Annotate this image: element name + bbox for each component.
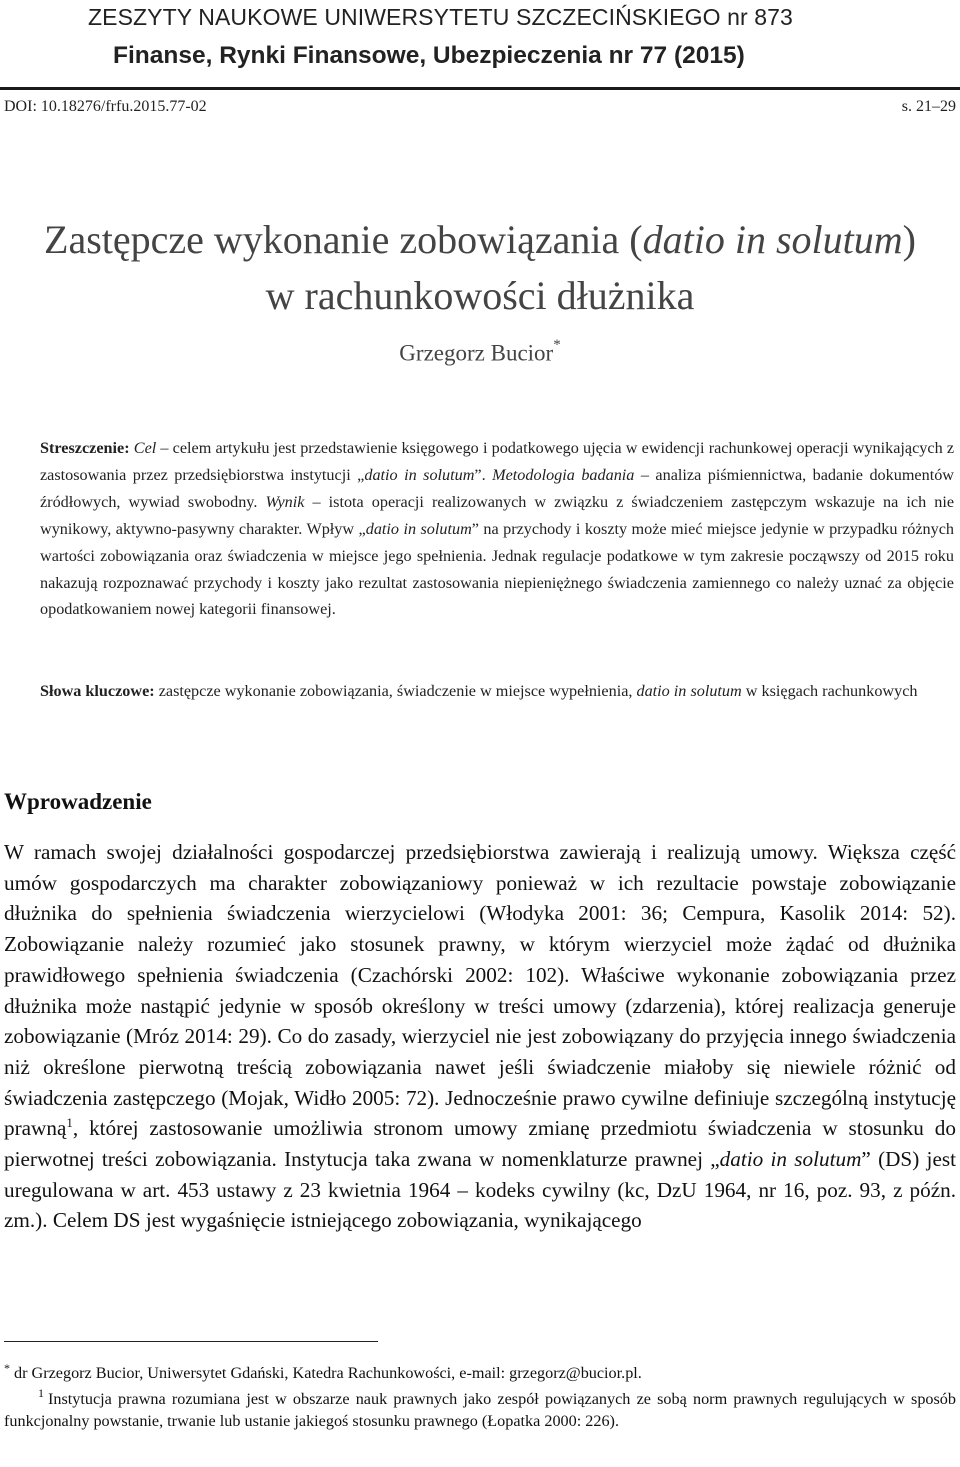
author-name: Grzegorz Bucior [399,340,554,366]
abstract-cel-text: – celem artykułu jest przedstawienie księgowego i podatkowego ujęcia w ewidencji rachunkowej operacji wynikających z zastosowania przez przedsiębiorstwa instytucji „ [40,439,955,484]
author-footnote-mark: * [553,337,561,353]
article-title-line2: w rachunkowości dłużnika [265,273,695,318]
doi: DOI: 10.18276/frfu.2015.77-02 [4,98,207,115]
keywords-end: w księgach rachunkowych [741,682,918,700]
abstract-method-label: Metodologia badania [492,465,635,484]
keywords-label: Słowa kluczowe: [40,682,155,700]
intro-paragraph [4,837,956,1236]
journal-name: ZESZYTY NAUKOWE UNIWERSYTETU SZCZECIŃSKIEGO nr 873 [88,4,793,30]
title-text-2: ) [902,217,916,262]
footnote-author-text: dr Grzegorz Bucior, Uniwersytet Gdański, Katedra Rachunkowości, e-mail: grzegorz@bucior.pl. [14,1364,642,1382]
footnote-1-text: Instytucja prawna rozumiana jest w obszarze nauk prawnych jako zespół powiązanych ze sobą norm prawnych regulujących w sposób funkcjonalny powstanie, trwanie lub ustanie jakiegoś stosunku prawnego (Łopatka 2000: 226). [4,1389,956,1430]
footnotes [4,1362,956,1436]
intro-text-3: ” (DS) jest uregulowana w art. 453 ustawy z 23 kwietnia 1964 – kodeks cywilny (kc, DzU 1964, nr 16, poz. 93, z późn. zm.). Celem DS jest wygaśnięcie istniejącego zobowiązania, wynikającego [4,1147,956,1233]
footnote-rule [4,1341,378,1342]
abstract-datio-2: datio in solutum [365,519,472,538]
author [0,337,960,367]
abstract-cel-label: Cel [133,439,157,457]
abstract-cel-end: ”. [474,465,493,484]
footnote-author [4,1362,956,1385]
abstract-result-text: – istota operacji realizowanych w związku z świadczeniem zastępczym wskazuje na ich nie wynikowy, aktywno-pasywny charakter. Wpływ „ [40,492,955,538]
footnote-mark-1: 1 [38,1386,44,1401]
abstract-result-label: Wynik [265,492,305,511]
intro-text-2: , której zastosowanie umożliwia stronom umowy zmianę przedmiotu świadczenia w stosunku do pierwotnej treści zobowiązania. Instytucja taka zwana w nomenklaturze prawnej „ [4,1116,956,1172]
keywords-italic: datio in solutum [636,682,742,700]
abstract-label: Streszczenie: [40,439,130,457]
abstract-datio-1: datio in solutum [364,465,475,484]
keywords [40,678,954,705]
journal-series: Finanse, Rynki Finansowe, Ubezpieczenia nr 77 (2015) [113,42,745,69]
footnote-1 [4,1388,956,1433]
title-italic: datio in solutum [642,217,903,262]
page-range: s. 21–29 [901,98,956,115]
title-text-1: Zastępcze wykonanie zobowiązania ( [44,217,643,262]
article-title-line1 [0,211,960,269]
header-rule [0,87,960,90]
keywords-text: zastępcze wykonanie zobowiązania, świadczenie w miejsce wypełnienia, [154,682,637,700]
intro-italic: datio in solutum [719,1147,862,1172]
section-heading: Wprowadzenie [4,789,152,814]
abstract [40,435,954,623]
abstract-impact-text: ” na przychody i koszty może mieć miejsce jedynie w przypadku różnych wartości zobowiązania oraz świadczenia w miejsce jego spełnienia. Jednak regulacje podatkowe w tym zakresie począwszy od 2015 roku nakazują rozpoznawać przychody i koszty jako rezultat zastosowania niepieniężnego świadczenia zamiennego co należy uznać za objęcie opodatkowaniem nowej kategorii finansowej. [40,519,954,619]
intro-text-1: W ramach swojej działalności gospodarczej przedsiębiorstwa zawierają i realizują umowy. Większa część umów gospodarczych ma charakter zobowiązaniowy ponieważ w ich rezultacie powstaje zobowiązanie dłużnika do spełnienia świadczenia wierzycielowi (Włodyka 2001: 36; Cempura, Kasolik 2014: 52). Zobowiązanie należy rozumieć jako stosunek prawny, w którym wierzyciel może żądać od dłużnika prawidłowego spełnienia świadczenia (Czachórski 2002: 102). Właściwe wykonanie zobowiązania przez dłużnika może nastąpić jedynie w sposób określony w treści umowy (zdarzenia), której realizacja generuje zobowiązanie (Mróz 2014: 29). Co do zasady, wierzyciel nie jest zobowiązany do przyjęcia innego świadczenia niż określone pierwotną treścią zobowiązania nawet jeśli świadczenie miałoby się niewiele różnić od świadczenia zastępczego (Mojak, Widło 2005: 72). Jednocześnie prawo cywilne definiuje szczególną instytucję prawną [4,840,956,1141]
abstract-method-text: – analiza piśmiennictwa, badanie dokumentów źródłowych, wywiad swobodny. [40,465,954,511]
footnote-mark-star: * [4,1360,10,1375]
footnote-ref-1[interactable]: 1 [66,1115,73,1131]
